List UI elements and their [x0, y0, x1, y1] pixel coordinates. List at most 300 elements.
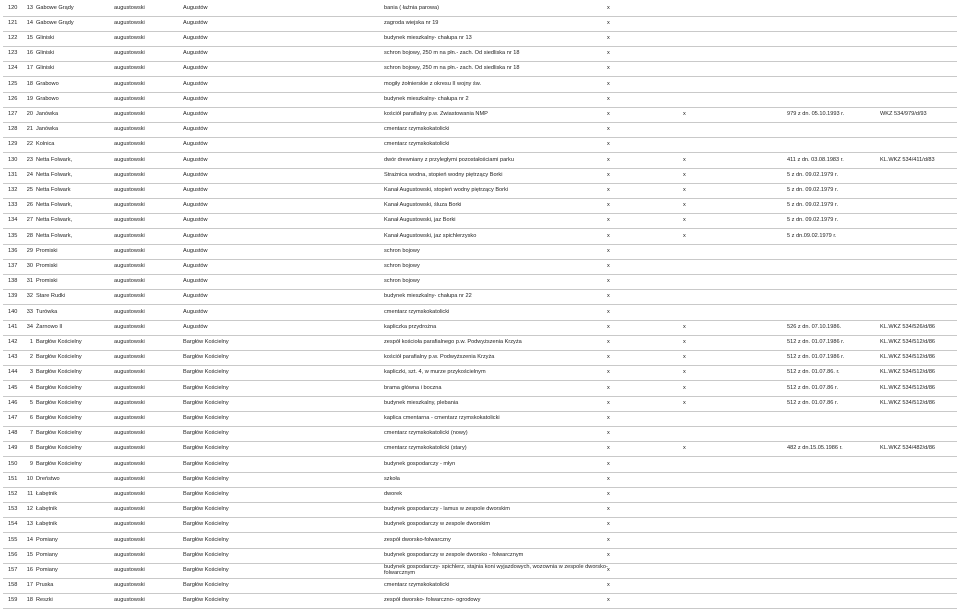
row-number-cell: 129 — [8, 141, 18, 148]
table-row — [3, 502, 957, 518]
mark-column-b-cell: x — [683, 217, 686, 224]
locality-cell: Stare Rudki — [36, 293, 66, 300]
object-description-cell: budynek gospodarczy w zespole dworskim — [384, 521, 491, 528]
table-row — [3, 548, 957, 564]
commune-cell: Bargłów Kościelny — [183, 506, 229, 513]
item-number-cell: 14 — [26, 536, 33, 543]
locality-cell: Janówka — [36, 126, 59, 133]
district-cell: augustowski — [114, 126, 145, 133]
mark-column-a-cell: x — [607, 19, 610, 26]
commune-cell: Bargłów Kościelny — [183, 414, 229, 421]
mark-column-b-cell: x — [683, 445, 686, 452]
decision-date-cell: 979 z dn. 05.10.1993 r. — [787, 110, 845, 117]
locality-cell: Pomiany — [36, 551, 58, 558]
commune-cell: Augustów — [183, 278, 208, 285]
district-cell: augustowski — [114, 262, 145, 269]
locality-cell: Pomiany — [36, 536, 58, 543]
table-row — [3, 320, 957, 336]
register-number-cell: KL.WKZ 534/512/d/86 — [880, 399, 936, 406]
table-row — [3, 229, 957, 245]
table-row — [3, 137, 957, 153]
locality-cell: Bargłów Kościelny — [36, 354, 82, 361]
row-number-cell: 153 — [8, 506, 18, 513]
commune-cell: Bargłów Kościelny — [183, 369, 229, 376]
locality-cell: Bargłów Kościelny — [36, 414, 82, 421]
table-row — [3, 107, 957, 123]
item-number-cell: 21 — [26, 126, 33, 133]
register-number-cell: KL.WKZ 534/411/d/83 — [880, 156, 935, 163]
commune-cell: Augustów — [183, 262, 208, 269]
item-number-cell: 13 — [26, 521, 33, 528]
district-cell: augustowski — [114, 460, 145, 467]
commune-cell: Augustów — [183, 171, 208, 178]
commune-cell: Bargłów Kościelny — [183, 460, 229, 467]
object-description-cell: budynek mieszkalny- chałupa nr 2 — [384, 95, 469, 102]
commune-cell: Augustów — [183, 323, 208, 330]
district-cell: augustowski — [114, 95, 145, 102]
district-cell: augustowski — [114, 354, 145, 361]
item-number-cell: 11 — [27, 490, 33, 497]
district-cell: augustowski — [114, 171, 145, 178]
district-cell: augustowski — [114, 293, 145, 300]
district-cell: augustowski — [114, 232, 145, 239]
locality-cell: Netta Folwark, — [36, 232, 73, 239]
object-description-cell: Kanał Augustowski, stopień wodny piętrzący Borki — [384, 186, 509, 193]
locality-cell: Netta Folwark — [36, 186, 71, 193]
mark-column-a-cell: x — [607, 460, 610, 467]
row-number-cell: 144 — [8, 369, 18, 376]
mark-column-a-cell: x — [607, 156, 610, 163]
district-cell: augustowski — [114, 80, 145, 87]
district-cell: augustowski — [114, 217, 145, 224]
mark-column-a-cell: x — [607, 186, 610, 193]
register-number-cell: KL.WKZ 534/512/d/86 — [880, 338, 936, 345]
locality-cell: Bargłów Kościelny — [36, 430, 82, 437]
locality-cell: Janówka — [36, 110, 59, 117]
item-number-cell: 16 — [26, 566, 33, 573]
commune-cell: Augustów — [183, 202, 208, 209]
commune-cell: Augustów — [183, 126, 208, 133]
mark-column-a-cell: x — [607, 278, 610, 285]
object-description-cell: szkoła — [384, 475, 400, 482]
item-number-cell: 19 — [26, 95, 33, 102]
item-number-cell: 18 — [26, 597, 33, 604]
mark-column-a-cell: x — [607, 536, 610, 543]
district-cell: augustowski — [114, 308, 145, 315]
item-number-cell: 13 — [26, 4, 33, 11]
row-number-cell: 152 — [8, 490, 18, 497]
mark-column-a-cell: x — [607, 445, 610, 452]
row-number-cell: 142 — [8, 338, 18, 345]
mark-column-a-cell: x — [607, 247, 610, 254]
mark-column-a-cell: x — [607, 80, 610, 87]
table-row — [3, 517, 957, 533]
item-number-cell: 14 — [26, 19, 33, 26]
table-row — [3, 46, 957, 62]
table-row — [3, 305, 957, 321]
register-number-cell: KL.WKZ 534/512/d/86 — [880, 354, 936, 361]
object-description-cell: kapliczki, szt. 4, w murze przykościelnym — [384, 369, 486, 376]
decision-date-cell: 512 z dn. 01.07.86. r. — [787, 369, 840, 376]
mark-column-a-cell: x — [607, 65, 610, 72]
item-number-cell: 31 — [26, 278, 33, 285]
object-description-cell: kapliczka przydrożna — [384, 323, 437, 330]
row-number-cell: 157 — [8, 566, 18, 573]
commune-cell: Bargłów Kościelny — [183, 551, 229, 558]
item-number-cell: 17 — [26, 65, 33, 72]
commune-cell: Augustów — [183, 34, 208, 41]
locality-cell: Promiski — [36, 278, 58, 285]
mark-column-a-cell: x — [607, 141, 610, 148]
locality-cell: Żarnowo II — [36, 323, 63, 330]
object-description-cell: kościół parafialny p.w. Podwyższenia Krzyża — [384, 354, 495, 361]
mark-column-a-cell: x — [607, 262, 610, 269]
mark-column-b-cell: x — [683, 384, 686, 391]
locality-cell: Grabowo — [36, 80, 59, 87]
item-number-cell: 15 — [26, 551, 33, 558]
district-cell: augustowski — [114, 34, 145, 41]
row-number-cell: 124 — [8, 65, 18, 72]
object-description-cell: dwór drewniany z przyległymi pozostałościami parku — [384, 156, 514, 163]
row-number-cell: 145 — [8, 384, 18, 391]
mark-column-b-cell: x — [683, 232, 686, 239]
locality-cell: Bargłów Kościelny — [36, 445, 82, 452]
object-description-cell: bania ( łaźnia parowa) — [384, 4, 440, 11]
row-number-cell: 150 — [8, 460, 18, 467]
locality-cell: Netta Folwark, — [36, 202, 73, 209]
district-cell: augustowski — [114, 202, 145, 209]
object-description-cell: cmentarz rzymskokatolicki — [384, 126, 450, 133]
district-cell: augustowski — [114, 475, 145, 482]
row-number-cell: 140 — [8, 308, 18, 315]
commune-cell: Bargłów Kościelny — [183, 566, 229, 573]
decision-date-cell: 5 z dn. 09.02.1979 r. — [787, 171, 839, 178]
locality-cell: Grabowo — [36, 95, 59, 102]
table-row — [3, 61, 957, 77]
decision-date-cell: 512 z dn. 01.07.86 r. — [787, 399, 839, 406]
object-description-cell: budynek gospodarczy w zespole dworsko - folwarcznym — [384, 551, 524, 558]
object-description-cell: budynek mieszkalny, plebania — [384, 399, 459, 406]
object-description-cell: schron bojowy, 250 m na płn.- zach. Od siedliska nr 18 — [384, 50, 520, 57]
district-cell: augustowski — [114, 384, 145, 391]
table-row — [3, 365, 957, 381]
mark-column-a-cell: x — [607, 566, 610, 573]
object-description-cell: schron bojowy — [384, 278, 420, 285]
item-number-cell: 16 — [26, 50, 33, 57]
decision-date-cell: 5 z dn.09.02.1979 r. — [787, 232, 837, 239]
register-number-cell: KL.WKZ 534/482/d/86 — [880, 445, 936, 452]
district-cell: augustowski — [114, 399, 145, 406]
row-number-cell: 148 — [8, 430, 18, 437]
commune-cell: Augustów — [183, 186, 208, 193]
mark-column-a-cell: x — [607, 171, 610, 178]
table-row — [3, 487, 957, 503]
table-row — [3, 411, 957, 427]
commune-cell: Augustów — [183, 293, 208, 300]
row-number-cell: 130 — [8, 156, 18, 163]
district-cell: augustowski — [114, 445, 145, 452]
decision-date-cell: 526 z dn. 07.10.1986. — [787, 323, 842, 330]
object-description-cell: zespół kościoła parafialnego p.w. Podwyższenia Krzyża — [384, 338, 522, 345]
row-number-cell: 127 — [8, 110, 18, 117]
district-cell: augustowski — [114, 490, 145, 497]
row-number-cell: 133 — [8, 202, 18, 209]
commune-cell: Augustów — [183, 19, 208, 26]
object-description-cell: zagroda wiejska nr 19 — [384, 19, 439, 26]
locality-cell: Łabętnik — [36, 521, 58, 528]
item-number-cell: 34 — [26, 323, 33, 330]
district-cell: augustowski — [114, 369, 145, 376]
row-number-cell: 131 — [8, 171, 18, 178]
mark-column-a-cell: x — [607, 217, 610, 224]
item-number-cell: 5 — [29, 399, 33, 406]
object-description-cell: zespół dworsko-folwarczny — [384, 536, 451, 543]
locality-cell: Turówka — [36, 308, 58, 315]
row-number-cell: 141 — [8, 323, 18, 330]
decision-date-cell: 411 z dn. 03.08.1983 r. — [787, 156, 844, 163]
commune-cell: Bargłów Kościelny — [183, 430, 229, 437]
locality-cell: Netta Folwark, — [36, 217, 73, 224]
object-description-cell: budynek mieszkalny- chałupa nr 13 — [384, 34, 472, 41]
item-number-cell: 29 — [26, 247, 33, 254]
district-cell: augustowski — [114, 597, 145, 604]
locality-cell: Bargłów Kościelny — [36, 338, 82, 345]
commune-cell: Augustów — [183, 217, 208, 224]
mark-column-a-cell: x — [607, 308, 610, 315]
register-number-cell: WKZ 534/979/d/93 — [880, 110, 927, 117]
object-description-cell: cmentarz rzymskokatolicki — [384, 308, 450, 315]
locality-cell: Gliniski — [36, 34, 55, 41]
register-number-cell: KL.WKZ 534/526/d/86 — [880, 323, 936, 330]
table-row — [3, 153, 957, 169]
decision-date-cell: 512 z dn. 01.07.1986 r. — [787, 338, 845, 345]
mark-column-b-cell: x — [683, 186, 686, 193]
district-cell: augustowski — [114, 536, 145, 543]
locality-cell: Pruska — [36, 582, 54, 589]
locality-cell: Bargłów Kościelny — [36, 369, 82, 376]
row-number-cell: 147 — [8, 414, 18, 421]
row-number-cell: 137 — [8, 262, 18, 269]
item-number-cell: 4 — [29, 384, 33, 391]
table-row — [3, 457, 957, 473]
object-description-cell: budynek gospodarczy - młyn — [384, 460, 456, 467]
object-description-cell: kaplica cmentarna - cmentarz rzymskokatolicki — [384, 414, 500, 421]
mark-column-a-cell: x — [607, 506, 610, 513]
table-row — [3, 1, 957, 17]
item-number-cell: 18 — [26, 80, 33, 87]
object-description-cell: budynek gospodarczy- spichlerz, stajnia koni wyjazdowych, wozownia w zespole dworsko-folwarcznym — [384, 563, 608, 577]
row-number-cell: 128 — [8, 126, 18, 133]
table-row — [3, 533, 957, 549]
mark-column-a-cell: x — [607, 597, 610, 604]
object-description-cell: Strażnica wodna, stopień wodny piętrzący Borki — [384, 171, 503, 178]
object-description-cell: schron bojowy, 250 m na płn.- zach. Od siedliska nr 18 — [384, 65, 520, 72]
mark-column-a-cell: x — [607, 399, 610, 406]
locality-cell: Bargłów Kościelny — [36, 399, 82, 406]
table-row — [3, 198, 957, 214]
item-number-cell: 27 — [26, 217, 33, 224]
commune-cell: Bargłów Kościelny — [183, 536, 229, 543]
row-number-cell: 122 — [8, 34, 18, 41]
mark-column-a-cell: x — [607, 50, 610, 57]
mark-column-a-cell: x — [607, 126, 610, 133]
row-number-cell: 149 — [8, 445, 18, 452]
object-description-cell: Kanał Augustowski, jaz Borki — [384, 217, 456, 224]
locality-cell: Gabowe Grądy — [36, 4, 74, 11]
locality-cell: Netta Folwark, — [36, 156, 73, 163]
table-row — [3, 472, 957, 488]
locality-cell: Reszki — [36, 597, 53, 604]
row-number-cell: 156 — [8, 551, 18, 558]
item-number-cell: 25 — [26, 186, 33, 193]
commune-cell: Augustów — [183, 65, 208, 72]
table-row — [3, 244, 957, 260]
district-cell: augustowski — [114, 414, 145, 421]
row-number-cell: 135 — [8, 232, 18, 239]
mark-column-b-cell: x — [683, 323, 686, 330]
object-description-cell: brama główna i boczna — [384, 384, 442, 391]
item-number-cell: 8 — [29, 445, 33, 452]
commune-cell: Bargłów Kościelny — [183, 384, 229, 391]
commune-cell: Augustów — [183, 232, 208, 239]
mark-column-a-cell: x — [607, 384, 610, 391]
row-number-cell: 155 — [8, 536, 18, 543]
row-number-cell: 121 — [8, 19, 18, 26]
register-number-cell: KL.WKZ 534/512/d/86 — [880, 384, 936, 391]
district-cell: augustowski — [114, 566, 145, 573]
mark-column-a-cell: x — [607, 475, 610, 482]
table-row — [3, 213, 957, 229]
district-cell: augustowski — [114, 521, 145, 528]
commune-cell: Augustów — [183, 110, 208, 117]
table-row — [3, 168, 957, 184]
locality-cell: Bargłów Kościelny — [36, 460, 82, 467]
district-cell: augustowski — [114, 156, 145, 163]
item-number-cell: 32 — [26, 293, 33, 300]
table-row — [3, 381, 957, 397]
item-number-cell: 12 — [26, 506, 33, 513]
row-number-cell: 138 — [8, 278, 18, 285]
commune-cell: Bargłów Kościelny — [183, 354, 229, 361]
locality-cell: Pomiany — [36, 566, 58, 573]
object-description-cell: zespół dworsko- folwarczno- ogrodowy — [384, 597, 481, 604]
row-number-cell: 125 — [8, 80, 18, 87]
table-row — [3, 563, 957, 579]
register-number-cell: KL.WKZ 534/512/d/86 — [880, 369, 936, 376]
item-number-cell: 28 — [26, 232, 33, 239]
locality-cell: Dreństwo — [36, 475, 60, 482]
district-cell: augustowski — [114, 323, 145, 330]
object-description-cell: cmentarz rzymskokatolicki — [384, 582, 450, 589]
object-description-cell: cmentarz rzymskokatolicki — [384, 141, 450, 148]
mark-column-b-cell: x — [683, 171, 686, 178]
table-row — [3, 289, 957, 305]
table-row — [3, 335, 957, 351]
mark-column-a-cell: x — [607, 293, 610, 300]
commune-cell: Bargłów Kościelny — [183, 521, 229, 528]
district-cell: augustowski — [114, 247, 145, 254]
district-cell: augustowski — [114, 110, 145, 117]
mark-column-a-cell: x — [607, 110, 610, 117]
locality-cell: Łabętnik — [36, 506, 58, 513]
locality-cell: Netta Folwark, — [36, 171, 73, 178]
item-number-cell: 15 — [26, 34, 33, 41]
commune-cell: Augustów — [183, 4, 208, 11]
item-number-cell: 3 — [29, 369, 33, 376]
table-row — [3, 396, 957, 412]
mark-column-a-cell: x — [607, 323, 610, 330]
item-number-cell: 7 — [29, 430, 33, 437]
commune-cell: Augustów — [183, 141, 208, 148]
table-row — [3, 122, 957, 138]
table-row — [3, 16, 957, 32]
item-number-cell: 24 — [26, 171, 33, 178]
district-cell: augustowski — [114, 582, 145, 589]
district-cell: augustowski — [114, 50, 145, 57]
commune-cell: Bargłów Kościelny — [183, 597, 229, 604]
object-description-cell: Kanał Augustowski, śluza Borki — [384, 202, 462, 209]
mark-column-b-cell: x — [683, 202, 686, 209]
locality-cell: Bargłów Kościelny — [36, 384, 82, 391]
object-description-cell: budynek mieszkalny- chałupa nr 22 — [384, 293, 472, 300]
item-number-cell: 33 — [26, 308, 33, 315]
locality-cell: Gabowe Grądy — [36, 19, 74, 26]
table-row — [3, 350, 957, 366]
mark-column-a-cell: x — [607, 414, 610, 421]
district-cell: augustowski — [114, 186, 145, 193]
mark-column-a-cell: x — [607, 551, 610, 558]
commune-cell: Bargłów Kościelny — [183, 338, 229, 345]
item-number-cell: 30 — [26, 262, 33, 269]
object-description-cell: dworek — [384, 490, 403, 497]
mark-column-a-cell: x — [607, 95, 610, 102]
decision-date-cell: 512 z dn. 01.07.86 r. — [787, 384, 839, 391]
row-number-cell: 158 — [8, 582, 18, 589]
item-number-cell: 2 — [29, 354, 33, 361]
item-number-cell: 22 — [26, 141, 33, 148]
locality-cell: Gliniski — [36, 65, 55, 72]
item-number-cell: 23 — [26, 156, 33, 163]
object-description-cell: schron bojowy — [384, 247, 420, 254]
decision-date-cell: 482 z dn.15.05.1986 r. — [787, 445, 843, 452]
object-description-cell: cmentarz rzymskokatolicki (stary) — [384, 445, 467, 452]
mark-column-a-cell: x — [607, 34, 610, 41]
district-cell: augustowski — [114, 19, 145, 26]
row-number-cell: 143 — [8, 354, 18, 361]
commune-cell: Bargłów Kościelny — [183, 490, 229, 497]
table-row — [3, 183, 957, 199]
item-number-cell: 9 — [29, 460, 33, 467]
row-number-cell: 120 — [8, 4, 18, 11]
object-description-cell: mogiły żołnierskie z okresu II wojny św. — [384, 80, 481, 87]
table-row — [3, 593, 957, 609]
table-row — [3, 31, 957, 47]
mark-column-b-cell: x — [683, 156, 686, 163]
mark-column-a-cell: x — [607, 521, 610, 528]
row-number-cell: 146 — [8, 399, 18, 406]
decision-date-cell: 512 z dn. 01.07.1986 r. — [787, 354, 845, 361]
decision-date-cell: 5 z dn. 09.02.1979 r. — [787, 217, 839, 224]
item-number-cell: 26 — [26, 202, 33, 209]
decision-date-cell: 5 z dn. 09.02.1979 r. — [787, 202, 839, 209]
district-cell: augustowski — [114, 65, 145, 72]
item-number-cell: 6 — [29, 414, 33, 421]
district-cell: augustowski — [114, 430, 145, 437]
item-number-cell: 17 — [26, 582, 33, 589]
row-number-cell: 132 — [8, 186, 18, 193]
locality-cell: Promiski — [36, 247, 58, 254]
mark-column-a-cell: x — [607, 369, 610, 376]
